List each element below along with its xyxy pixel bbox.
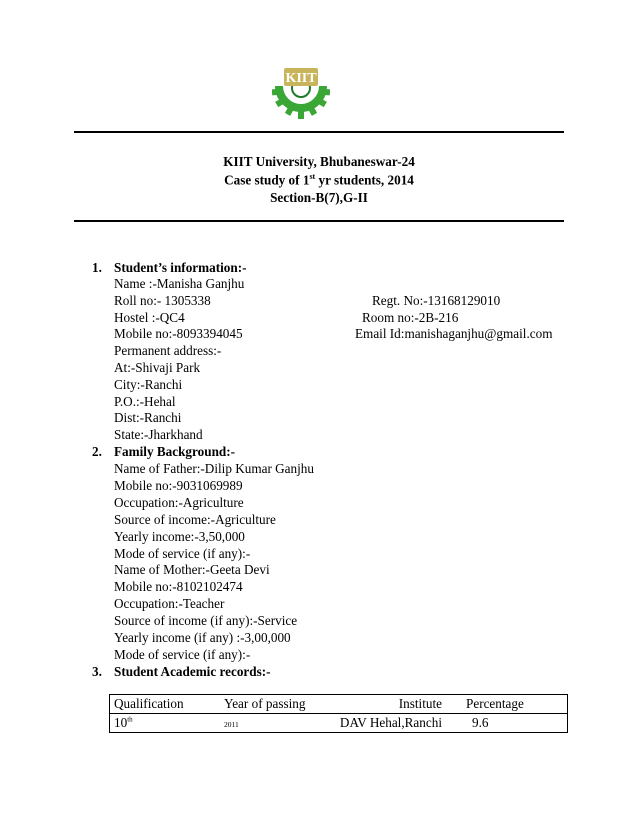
family-line: Mode of service (if any):- bbox=[114, 647, 251, 662]
regt-no: Regt. No:-13168129010 bbox=[372, 293, 501, 308]
family-line: Name of Mother:-Geeta Devi bbox=[114, 562, 270, 577]
section3-heading: 3. Student Academic records:- bbox=[92, 664, 271, 679]
address-po: P.O.:-Hehal bbox=[114, 394, 176, 409]
section2-heading: 2. Family Background:- bbox=[92, 444, 236, 459]
header-percentage: Percentage bbox=[466, 696, 524, 711]
table-row-cell bbox=[110, 714, 568, 733]
bottom-rule bbox=[74, 220, 564, 222]
family-line: Mode of service (if any):- bbox=[114, 546, 251, 561]
section1-heading: 1. Student’s information:- bbox=[92, 260, 247, 275]
family-line: Mobile no:-8102102474 bbox=[114, 579, 243, 594]
family-line: Mobile no:-9031069989 bbox=[114, 478, 243, 493]
table-row bbox=[110, 714, 568, 733]
email-id: Email Id:manishaganjhu@gmail.com bbox=[355, 326, 553, 341]
header-section: Section-B(7),G-II bbox=[270, 190, 368, 205]
family-line: Name of Father:-Dilip Kumar Ganjhu bbox=[114, 461, 314, 476]
logo-text: KIIT bbox=[285, 71, 317, 86]
header-year: Year of passing bbox=[224, 696, 306, 711]
address-city: City:-Ranchi bbox=[114, 377, 183, 392]
room-no: Room no:-2B-216 bbox=[362, 310, 459, 325]
family-line: Source of income (if any):-Service bbox=[114, 613, 298, 628]
family-line: Occupation:-Teacher bbox=[114, 596, 225, 611]
address-at: At:-Shivaji Park bbox=[114, 360, 201, 375]
header-case-study: Case study of 1st yr students, 2014 bbox=[224, 172, 414, 188]
hostel: Hostel :-QC4 bbox=[114, 310, 185, 325]
family-line: Source of income:-Agriculture bbox=[114, 512, 276, 527]
cell-percentage: 9.6 bbox=[472, 715, 489, 730]
address-state: State:-Jharkhand bbox=[114, 427, 203, 442]
top-rule bbox=[74, 131, 564, 133]
table-header-cell bbox=[110, 695, 568, 714]
address-dist: Dist:-Ranchi bbox=[114, 410, 182, 425]
family-line: Yearly income (if any) :-3,00,000 bbox=[114, 630, 291, 645]
permanent-address: Permanent address:- bbox=[114, 343, 222, 358]
cell-qualification: 10th bbox=[114, 715, 133, 730]
header-institute: Institute bbox=[398, 696, 442, 711]
mobile-no: Mobile no:-8093394045 bbox=[114, 326, 243, 341]
roll-no: Roll no:- 1305338 bbox=[114, 293, 211, 308]
cell-institute: DAV Hehal,Ranchi bbox=[339, 715, 442, 730]
family-line: Occupation:-Agriculture bbox=[114, 495, 244, 510]
header-qualification: Qualification bbox=[114, 696, 184, 711]
family-line: Yearly income:-3,50,000 bbox=[114, 529, 245, 544]
academic-records-table bbox=[109, 694, 568, 733]
student-name: Name :-Manisha Ganjhu bbox=[114, 276, 245, 291]
header-university: KIIT University, Bhubaneswar-24 bbox=[223, 154, 415, 169]
kiit-logo bbox=[272, 66, 330, 120]
cell-year: 2011 bbox=[224, 720, 239, 729]
table-header-row bbox=[110, 695, 568, 714]
